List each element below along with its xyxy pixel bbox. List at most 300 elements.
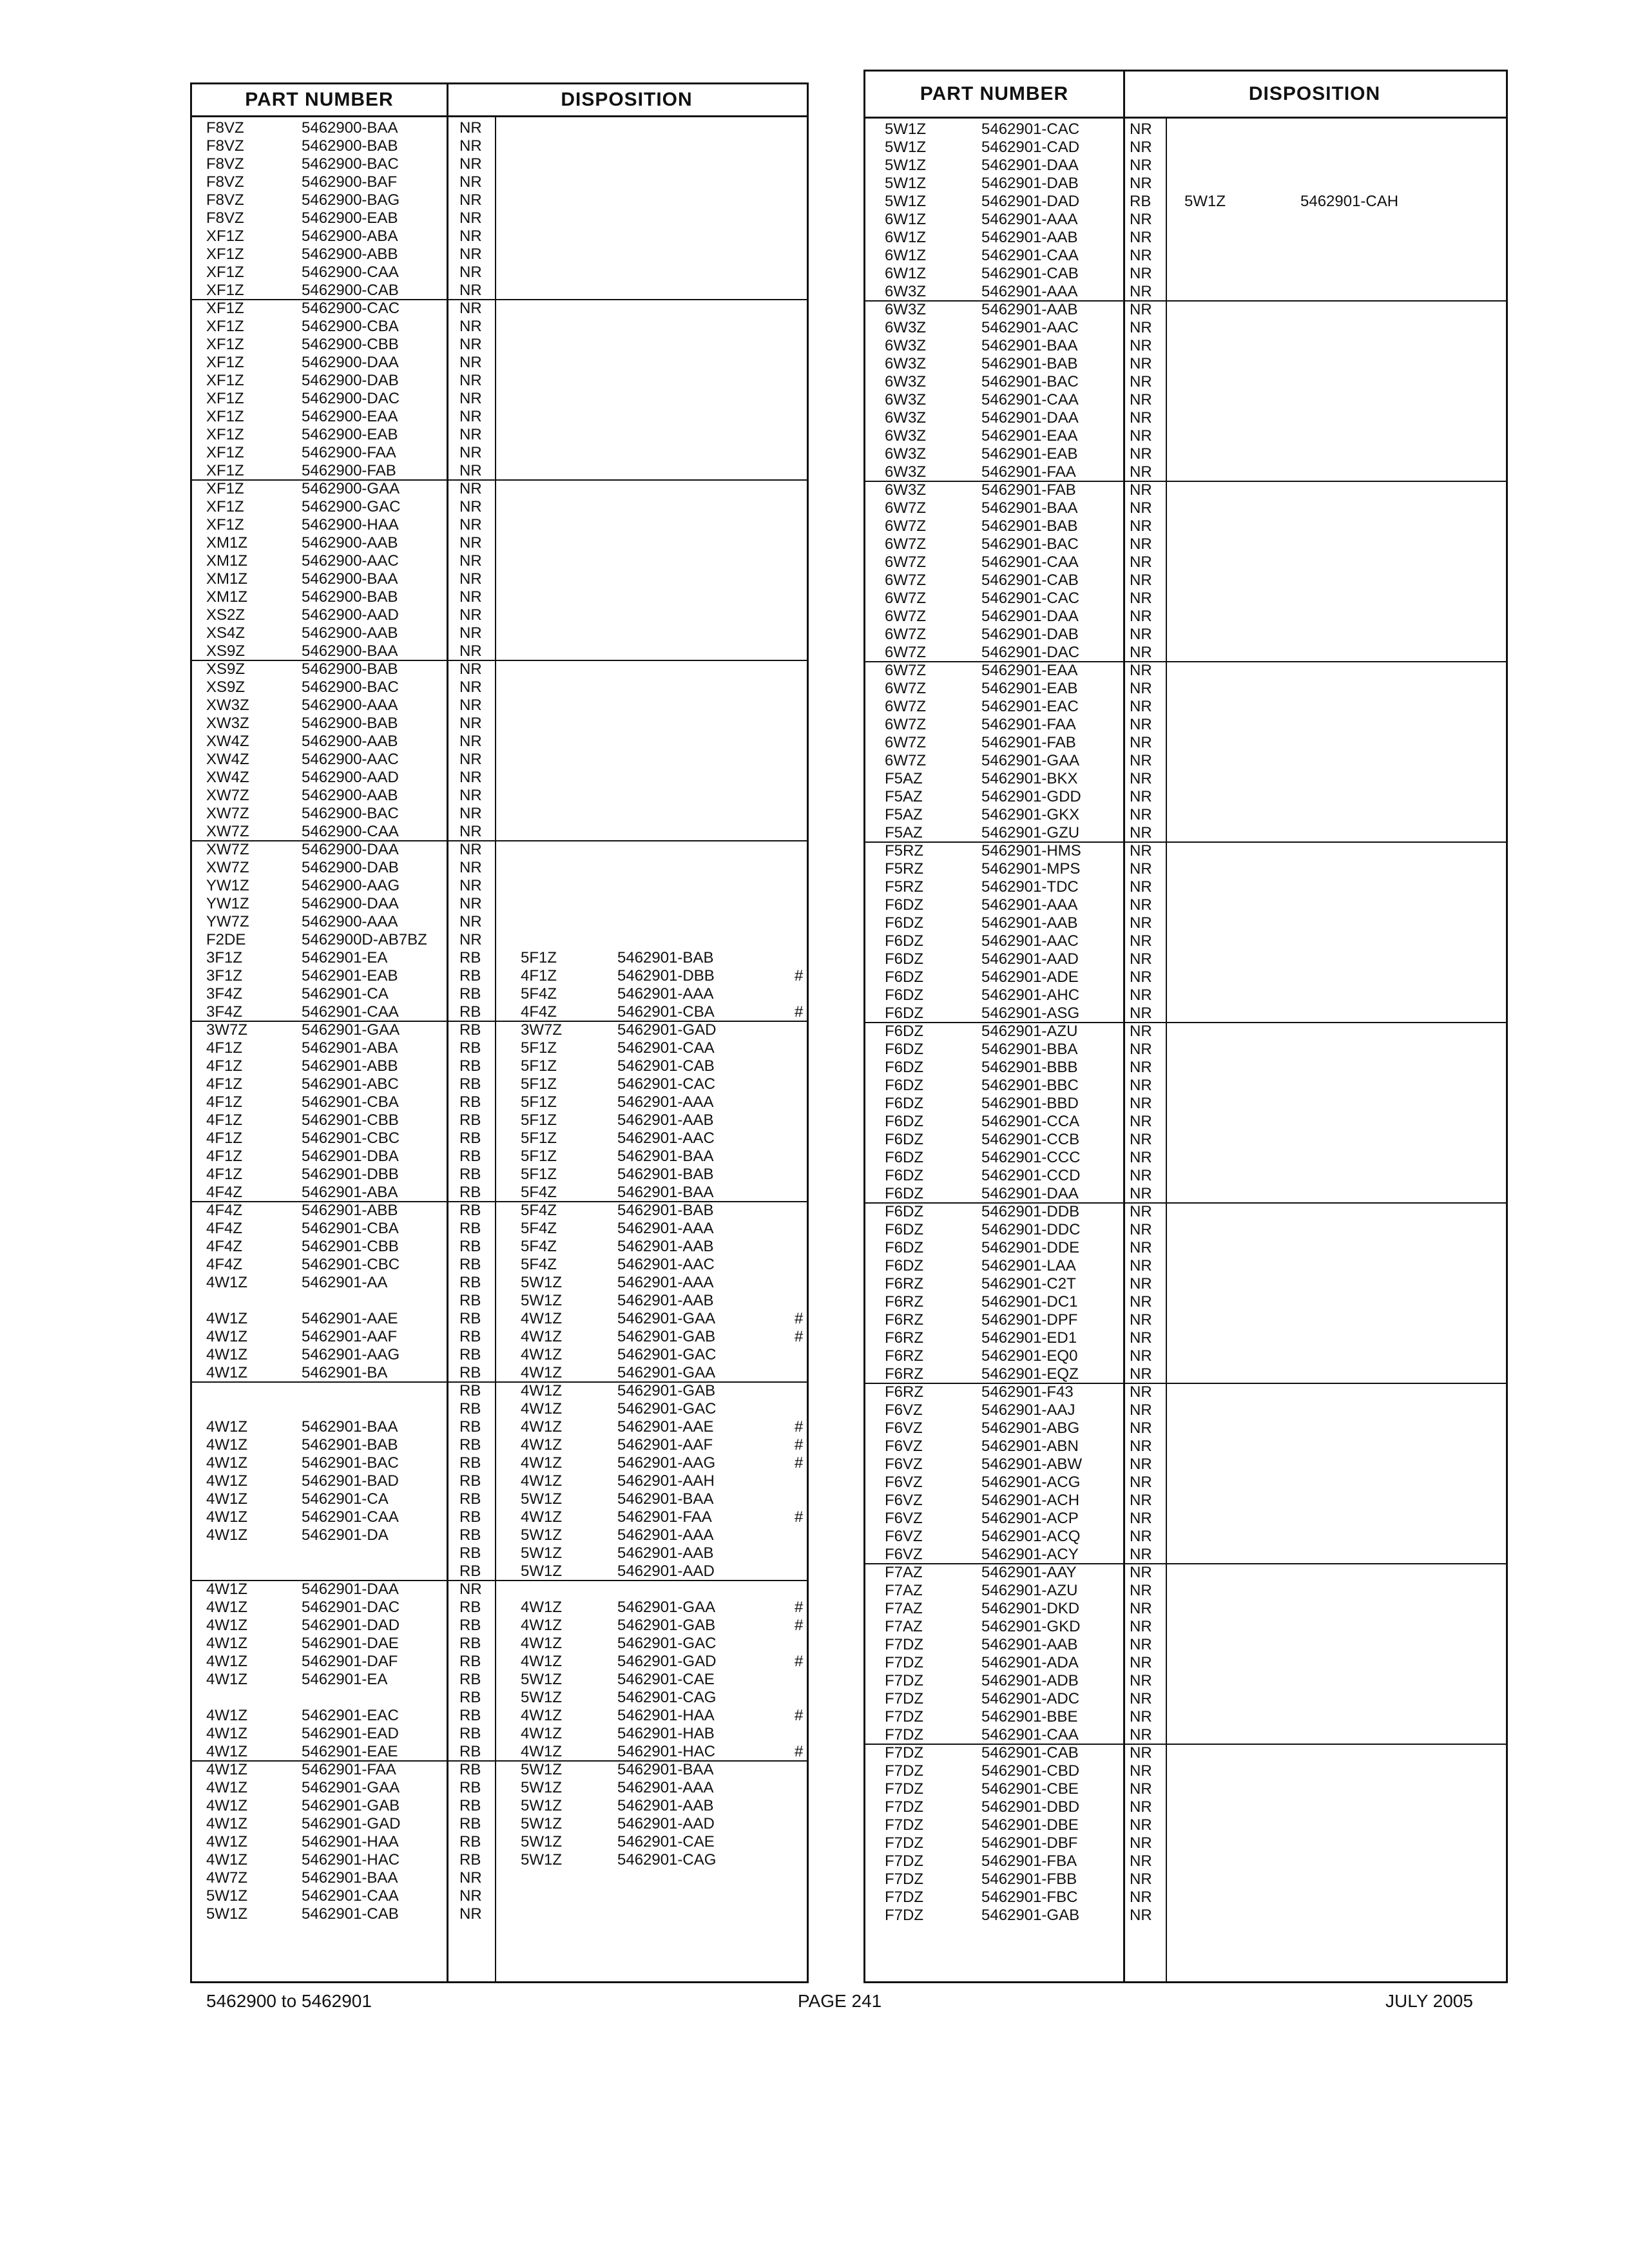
model-code: F5RZ [885, 860, 923, 878]
part-number: 5462901-ABA [302, 1184, 398, 1201]
part-number: 5462900-FAA [302, 444, 396, 461]
replacement-part: 5462901-AAA [617, 985, 714, 1003]
part-number: 5462901-EQ0 [981, 1347, 1078, 1365]
replacement-part: 5462901-CAG [617, 1689, 717, 1706]
part-number: 5462901-BAA [302, 1418, 398, 1436]
table-row [865, 1401, 1506, 1419]
disposition-code: NR [1130, 1852, 1152, 1870]
disposition-code: RB [459, 1166, 481, 1183]
table-row [192, 1725, 807, 1743]
table-row [865, 1239, 1506, 1257]
model-code: 6W3Z [885, 391, 927, 408]
table-row [865, 932, 1506, 950]
model-code: 6W7Z [885, 734, 927, 751]
model-code: XF1Z [206, 390, 244, 407]
table-row [192, 1508, 807, 1526]
model-code: F6DZ [885, 1113, 923, 1130]
part-number: 5462901-DAA [981, 409, 1079, 427]
table-row [865, 1347, 1506, 1365]
replacement-part: 5462901-CAH [1300, 193, 1399, 210]
disposition-code: NR [1130, 319, 1152, 336]
disposition-code: NR [1130, 1113, 1152, 1130]
replacement-model: 5W1Z [521, 1292, 563, 1309]
part-number: 5462900-BAB [302, 660, 398, 678]
replacement-part: 5462901-AAA [617, 1526, 714, 1544]
disposition-code: NR [1130, 932, 1152, 950]
table-row [192, 787, 807, 805]
model-code: 6W3Z [885, 373, 927, 390]
disposition-code: RB [459, 1779, 481, 1796]
part-number: 5462901-CBA [302, 1093, 399, 1111]
replacement-model: 5W1Z [521, 1562, 563, 1580]
model-code: F6VZ [885, 1510, 923, 1527]
part-number: 5462901-DAD [302, 1617, 400, 1634]
disposition-code: NR [1130, 1365, 1152, 1383]
replacement-model: 5W1Z [521, 1671, 563, 1688]
disposition-code: NR [1130, 1690, 1152, 1707]
part-number: 5462900-DAA [302, 841, 399, 858]
table-row [192, 318, 807, 336]
footer-page-number: PAGE 241 [798, 1991, 882, 2011]
part-number: 5462901-ABW [981, 1456, 1083, 1473]
part-number: 5462901-BAB [302, 1436, 398, 1454]
replacement-model: 4W1Z [521, 1508, 563, 1526]
model-code: XF1Z [206, 318, 244, 335]
disposition-code: RB [459, 1599, 481, 1616]
table-row [192, 660, 807, 678]
table-row [865, 283, 1506, 301]
model-code: F8VZ [206, 137, 244, 155]
disposition-code: NR [459, 895, 482, 912]
disposition-code: NR [1130, 680, 1152, 697]
table-row [192, 1148, 807, 1166]
table-row [192, 697, 807, 715]
replacement-model: 5W1Z [521, 1526, 563, 1544]
disposition-code: RB [459, 1851, 481, 1869]
table-row [192, 1093, 807, 1111]
disposition-code: NR [1130, 301, 1152, 318]
disposition-code: NR [1130, 283, 1152, 300]
part-number: 5462901-DAC [981, 644, 1080, 661]
table-row [192, 1689, 807, 1707]
replacement-part: 5462901-AAA [617, 1220, 714, 1237]
disposition-code: NR [1130, 806, 1152, 823]
disposition-code: NR [1130, 662, 1152, 679]
table-row [192, 336, 807, 354]
model-code: F6VZ [885, 1419, 923, 1437]
replacement-part: 5462901-AAB [617, 1292, 714, 1309]
model-code: F7DZ [885, 1672, 923, 1689]
part-number: 5462900-BAC [302, 155, 399, 173]
table-row [865, 1113, 1506, 1131]
part-number: 5462901-DAC [302, 1599, 400, 1616]
part-number: 5462901-AAY [981, 1564, 1077, 1581]
part-number: 5462901-FAA [981, 463, 1076, 481]
model-code: 4F1Z [206, 1129, 243, 1147]
model-code: XF1Z [206, 354, 244, 371]
part-number: 5462901-CCD [981, 1167, 1081, 1184]
part-number: 5462901-ADC [981, 1690, 1080, 1707]
part-number: 5462901-DAF [302, 1653, 398, 1670]
disposition-code: NR [1130, 265, 1152, 282]
replacement-part: 5462901-AAE [617, 1418, 714, 1436]
disposition-code: NR [1130, 716, 1152, 733]
model-code: 4F1Z [206, 1093, 243, 1111]
disposition-code: NR [1130, 860, 1152, 878]
part-number: 5462901-DAE [302, 1635, 399, 1652]
replacement-model: 5F4Z [521, 1256, 557, 1273]
model-code: XW7Z [206, 805, 249, 822]
table-row [192, 967, 807, 985]
replacement-model: 5W1Z [521, 1689, 563, 1706]
table-row [865, 1095, 1506, 1113]
disposition-code: RB [459, 1743, 481, 1760]
replacement-model: 5F1Z [521, 1148, 557, 1165]
note-mark: # [795, 1599, 804, 1616]
disposition-code: RB [459, 967, 481, 985]
model-code: XW7Z [206, 823, 249, 840]
table-row [192, 769, 807, 787]
part-number: 5462901-DAA [981, 1185, 1079, 1202]
model-code: F7AZ [885, 1582, 923, 1599]
replacement-part: 5462901-AAH [617, 1472, 715, 1490]
table-row [192, 137, 807, 155]
part-number: 5462901-AAB [981, 1636, 1078, 1653]
model-code: 5W1Z [885, 139, 927, 156]
part-number: 5462900-ABB [302, 245, 398, 263]
model-code: F6VZ [885, 1456, 923, 1473]
table-row [865, 1131, 1506, 1149]
model-code: XM1Z [206, 570, 248, 588]
model-code: F7DZ [885, 1636, 923, 1653]
replacement-model: 4W1Z [521, 1653, 563, 1670]
disposition-code: RB [459, 1382, 481, 1399]
model-code: F7DZ [885, 1816, 923, 1834]
model-code: F6DZ [885, 1257, 923, 1274]
model-code: 6W7Z [885, 553, 927, 571]
model-code: F6RZ [885, 1365, 923, 1383]
note-mark: # [795, 1617, 804, 1634]
part-number: 5462901-AAB [981, 914, 1078, 932]
table-row [192, 1887, 807, 1905]
disposition-code: NR [1130, 950, 1152, 968]
part-number: 5462901-ABA [302, 1039, 398, 1057]
replacement-model: 4F4Z [521, 1003, 557, 1021]
model-code: 4W1Z [206, 1310, 248, 1327]
replacement-model: 5W1Z [521, 1833, 563, 1850]
disposition-code: NR [1130, 373, 1152, 390]
part-number: 5462901-BAA [981, 499, 1078, 517]
table-row [192, 534, 807, 552]
disposition-code: NR [1130, 1798, 1152, 1816]
table-row [865, 1023, 1506, 1041]
table-row [865, 1149, 1506, 1167]
part-number: 5462901-ABB [302, 1057, 398, 1075]
table-row [865, 1257, 1506, 1275]
model-code: 6W7Z [885, 626, 927, 643]
part-number: 5462901-DAD [981, 193, 1080, 210]
part-number: 5462901-CAC [981, 120, 1080, 138]
disposition-code: NR [459, 913, 482, 930]
replacement-model: 4W1Z [521, 1418, 563, 1436]
model-code: 4F1Z [206, 1148, 243, 1165]
model-code: F7AZ [885, 1600, 923, 1617]
model-code: YW7Z [206, 913, 249, 930]
model-code: F7DZ [885, 1798, 923, 1816]
part-number: 5462900-AAD [302, 769, 399, 786]
part-number: 5462900-DAA [302, 354, 399, 371]
model-code: XF1Z [206, 372, 244, 389]
model-code: 3F4Z [206, 1003, 243, 1021]
replacement-model: 5F1Z [521, 1093, 557, 1111]
table-row [192, 1544, 807, 1562]
part-number: 5462901-BKX [981, 770, 1078, 787]
part-number: 5462901-DPF [981, 1311, 1078, 1329]
table-row [865, 1510, 1506, 1528]
part-number: 5462900D-AB7BZ [302, 931, 427, 948]
disposition-code: NR [459, 426, 482, 443]
model-code: F6VZ [885, 1492, 923, 1509]
table-row [865, 950, 1506, 968]
table-row [192, 1653, 807, 1671]
model-code: F7DZ [885, 1726, 923, 1744]
table-row [192, 642, 807, 660]
table-row [865, 1834, 1506, 1852]
part-number: 5462900-BAA [302, 119, 398, 137]
group-separator [865, 1383, 1506, 1384]
model-code: 6W3Z [885, 409, 927, 427]
part-number: 5462900-EAB [302, 426, 398, 443]
replacement-model: 5W1Z [521, 1544, 563, 1562]
note-mark: # [795, 1003, 804, 1021]
table-row [192, 480, 807, 498]
table-row [192, 1202, 807, 1220]
disposition-code: NR [459, 642, 482, 660]
disposition-code: NR [1130, 1618, 1152, 1635]
table-row [192, 498, 807, 516]
model-code: 6W3Z [885, 301, 927, 318]
group-separator [192, 1580, 807, 1581]
part-number: 5462900-BAB [302, 137, 398, 155]
part-number: 5462900-BAA [302, 570, 398, 588]
replacement-part: 5462901-AAF [617, 1436, 713, 1454]
part-number: 5462901-EAB [302, 967, 398, 985]
model-code: F5AZ [885, 806, 923, 823]
part-number: 5462900-CBA [302, 318, 399, 335]
model-code: 4F4Z [206, 1220, 243, 1237]
disposition-code: RB [459, 1093, 481, 1111]
disposition-code: NR [459, 516, 482, 533]
disposition-code: NR [1130, 211, 1152, 228]
model-code: 6W7Z [885, 572, 927, 589]
replacement-model: 4W1Z [521, 1635, 563, 1652]
disposition-code: RB [459, 1202, 481, 1219]
model-code: XW3Z [206, 715, 249, 732]
model-code: XF1Z [206, 227, 244, 245]
model-code: 6W1Z [885, 265, 927, 282]
disposition-code: NR [1130, 355, 1152, 372]
disposition-code: NR [459, 733, 482, 750]
model-code: F7DZ [885, 1888, 923, 1906]
disposition-code: NR [459, 787, 482, 804]
disposition-code: NR [1130, 499, 1152, 517]
replacement-part: 5462901-GAC [617, 1400, 717, 1418]
replacement-model: 5W1Z [521, 1490, 563, 1508]
group-separator [865, 1744, 1506, 1745]
part-number: 5462901-AAC [981, 932, 1079, 950]
disposition-heading: DISPOSITION [561, 89, 693, 110]
replacement-part: 5462901-DBB [617, 967, 715, 985]
replacement-part: 5462901-BAB [617, 1202, 714, 1219]
part-number: 5462901-AAG [302, 1346, 400, 1363]
model-code: 4W1Z [206, 1346, 248, 1363]
disposition-code: NR [1130, 1185, 1152, 1202]
note-mark: # [795, 1743, 804, 1760]
disposition-code: NR [1130, 1762, 1152, 1780]
table-row [865, 247, 1506, 265]
part-number: 5462901-ADA [981, 1654, 1079, 1671]
table-row [865, 968, 1506, 986]
model-code: 4F4Z [206, 1238, 243, 1255]
part-number: 5462901-BBA [981, 1041, 1078, 1058]
table-row [865, 806, 1506, 824]
disposition-code: NR [1130, 590, 1152, 607]
model-code: XF1Z [206, 264, 244, 281]
model-code: YW1Z [206, 877, 249, 894]
table-row [865, 1077, 1506, 1095]
table-row [192, 1400, 807, 1418]
replacement-model: 4W1Z [521, 1725, 563, 1742]
part-number: 5462901-BA [302, 1364, 388, 1381]
disposition-code: NR [1130, 1492, 1152, 1509]
disposition-code: NR [459, 534, 482, 552]
table-row [192, 462, 807, 480]
model-code: F6VZ [885, 1546, 923, 1563]
model-code: XS9Z [206, 660, 246, 678]
table-row [865, 1383, 1506, 1401]
part-number: 5462901-DAB [981, 175, 1079, 192]
part-number: 5462901-CAA [981, 247, 1079, 264]
disposition-code: NR [1130, 1582, 1152, 1599]
disposition-code: NR [459, 1869, 482, 1887]
model-code: F6DZ [885, 1221, 923, 1238]
replacement-part: 5462901-GAA [617, 1310, 716, 1327]
model-code: 6W7Z [885, 644, 927, 661]
note-mark: # [795, 1707, 804, 1724]
disposition-code: RB [459, 1057, 481, 1075]
part-number: 5462901-DBD [981, 1798, 1080, 1816]
part-number: 5462900-AAC [302, 552, 399, 570]
part-number: 5462901-EQZ [981, 1365, 1079, 1383]
table-row [192, 209, 807, 227]
part-number: 5462901-AAF [302, 1328, 398, 1345]
part-number: 5462900-DAA [302, 895, 399, 912]
replacement-part: 5462901-AAC [617, 1256, 715, 1273]
disposition-code: NR [459, 570, 482, 588]
replacement-part: 5462901-AAB [617, 1797, 714, 1814]
disposition-code: RB [459, 1346, 481, 1363]
table-row [865, 1618, 1506, 1636]
disposition-code: RB [459, 1292, 481, 1309]
group-separator [192, 1201, 807, 1202]
table-row [192, 1021, 807, 1039]
replacement-part: 5462901-AAD [617, 1815, 715, 1832]
disposition-code: RB [459, 1039, 481, 1057]
part-number: 5462901-FBB [981, 1870, 1077, 1888]
model-code: 4W1Z [206, 1472, 248, 1490]
table-row [192, 155, 807, 173]
disposition-code: RB [459, 1671, 481, 1688]
table-row [192, 1779, 807, 1797]
table-row [865, 626, 1506, 644]
part-number: 5462900-AAB [302, 787, 398, 804]
table-row [192, 985, 807, 1003]
model-code: XF1Z [206, 426, 244, 443]
table-row [865, 1203, 1506, 1221]
part-number: 5462901-AAA [981, 896, 1078, 914]
disposition-code: RB [459, 1472, 481, 1490]
disposition-code: NR [1130, 1329, 1152, 1347]
disposition-code: NR [459, 859, 482, 876]
part-number: 5462901-GKD [981, 1618, 1081, 1635]
disposition-code: RB [459, 1111, 481, 1129]
model-code: 4F1Z [206, 1166, 243, 1183]
model-code: F7DZ [885, 1780, 923, 1798]
part-number: 5462901-ABN [981, 1437, 1079, 1455]
table-row [865, 1041, 1506, 1059]
table-row [192, 1707, 807, 1725]
table-row [865, 1474, 1506, 1492]
model-code: 4F1Z [206, 1111, 243, 1129]
table-row [865, 1852, 1506, 1870]
table-row [192, 588, 807, 606]
replacement-model: 5W1Z [521, 1851, 563, 1869]
part-number: 5462901-DAA [981, 608, 1079, 625]
table-row [865, 1780, 1506, 1798]
disposition-code: NR [1130, 1726, 1152, 1744]
replacement-part: 5462901-CAB [617, 1057, 715, 1075]
disposition-code: NR [1130, 1203, 1152, 1220]
replacement-model: 4W1Z [521, 1310, 563, 1327]
part-number: 5462900-GAA [302, 480, 400, 497]
model-code: XW3Z [206, 697, 249, 714]
table-row [192, 282, 807, 300]
part-number: 5462900-CBB [302, 336, 399, 353]
replacement-part: 5462901-AAA [617, 1779, 714, 1796]
disposition-code: NR [1130, 1564, 1152, 1581]
model-code: 4W7Z [206, 1869, 248, 1887]
disposition-heading: DISPOSITION [1248, 83, 1381, 104]
table-row [865, 1059, 1506, 1077]
part-number: 5462901-AZU [981, 1582, 1078, 1599]
footer-date: JULY 2005 [1385, 1991, 1473, 2011]
disposition-code: RB [459, 1328, 481, 1345]
model-code: 6W7Z [885, 608, 927, 625]
disposition-code: NR [459, 264, 482, 281]
part-number-heading: PART NUMBER [920, 83, 1069, 104]
table-row [192, 1851, 807, 1869]
model-code: 6W3Z [885, 337, 927, 354]
table-row [865, 1690, 1506, 1708]
note-mark: # [795, 967, 804, 985]
disposition-code: NR [1130, 1095, 1152, 1112]
part-number: 5462901-GZU [981, 824, 1080, 841]
part-number: 5462901-BAB [981, 355, 1078, 372]
table-row [192, 552, 807, 570]
disposition-code: RB [459, 1364, 481, 1381]
model-code: XF1Z [206, 282, 244, 299]
part-number: 5462900-CAB [302, 282, 399, 299]
